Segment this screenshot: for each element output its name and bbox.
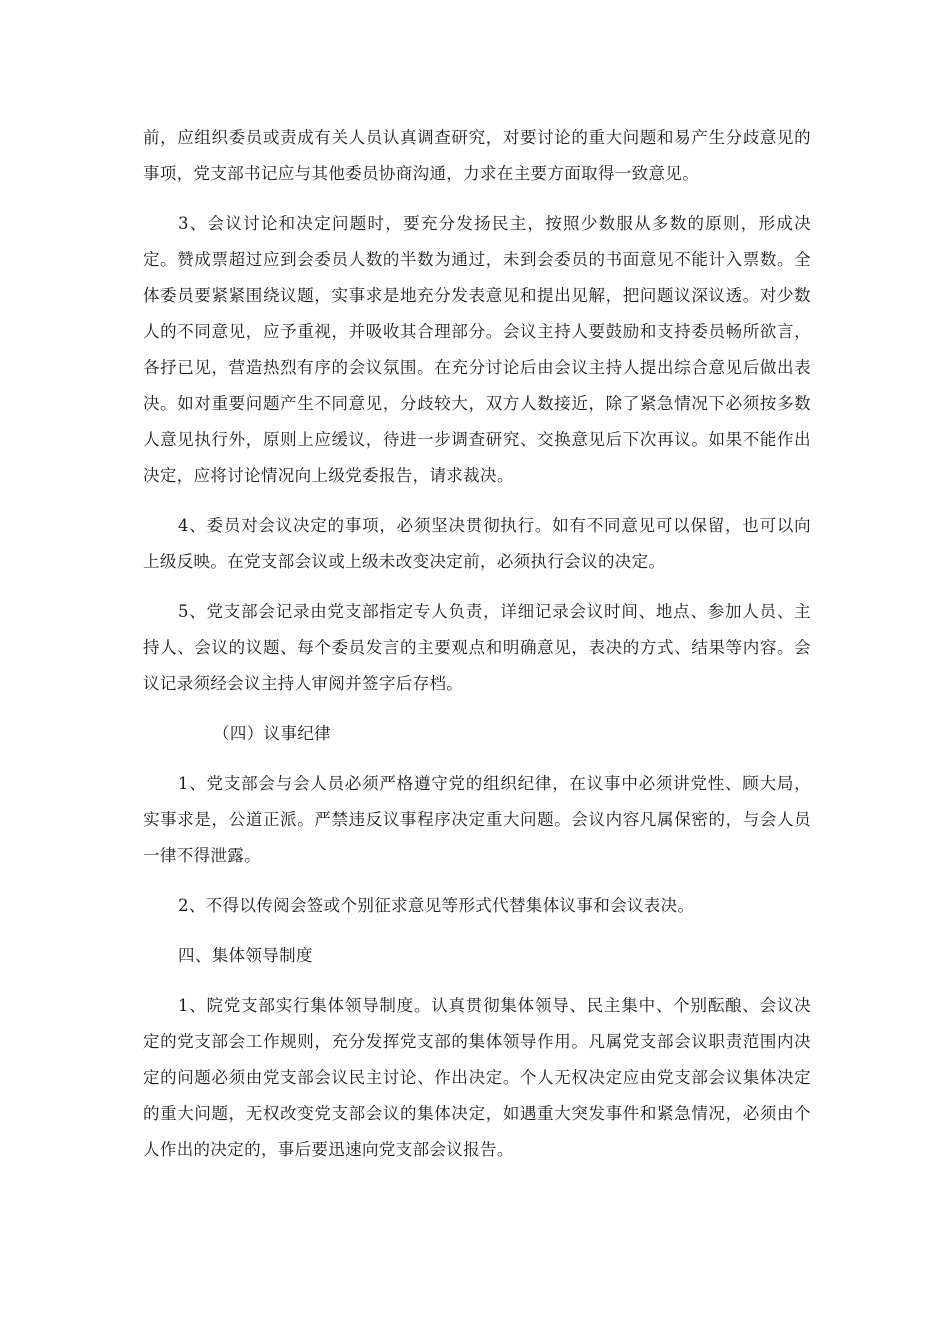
paragraph-leadership-1: 1、院党支部实行集体领导制度。认真贯彻集体领导、民主集中、个别酝酿、会议决定的党支部会工作规则，充分发挥党支部的集体领导作用。凡属党支部会议职责范围内决定的问题必须由党支部会议民主讨论、作出决定。个人无权决定应由党支部会议集体决定的重大问题，无权改变党支部会议的集体决定，如遇重大突发事件和紧急情况，必须由个人作出的决定的，事后要迅速向党支部会议报告。 (143, 996, 811, 1159)
paragraph-gap (143, 974, 811, 988)
paragraph-gap (143, 752, 811, 766)
paragraph-gap (143, 702, 811, 716)
paragraph-gap (143, 874, 811, 888)
paragraph-discipline-1: 1、党支部会与会人员必须严格遵守党的组织纪律，在议事中必须讲党性、顾大局，实事求是，公道正派。严禁违反议事程序决定重大问题。会议内容凡属保密的，与会人员一律不得泄露。 (143, 774, 811, 865)
paragraph-continuation: 前，应组织委员或责成有关人员认真调查研究，对要讨论的重大问题和易产生分歧意见的事项，党支部书记应与其他委员协商沟通，力求在主要方面取得一致意见。 (143, 128, 811, 183)
paragraph-item-3: 3、会议讨论和决定问题时，要充分发扬民主，按照少数服从多数的原则，形成决定。赞成票超过应到会委员人数的半数为通过，未到会委员的书面意见不能计入票数。全体委员要紧紧围绕议题，实事求是地充分发表意见和提出见解，把问题议深议透。对少数人的不同意见，应予重视，并吸收其合理部分。会议主持人要鼓励和支持委员畅所欲言，各抒已见，营造热烈有序的会议氛围。在充分讨论后由会议主持人提出综合意见后做出表决。如对重要问题产生不同意见，分歧较大，双方人数接近，除了紧急情况下必须按多数人意见执行外，原则上应缓议，待进一步调查研究、交换意见后下次再议。如果不能作出决定，应将讨论情况向上级党委报告，请求裁决。 (143, 214, 811, 485)
section-heading-collective-leadership: 四、集体领导制度 (178, 946, 313, 965)
paragraph-item-4: 4、委员对会议决定的事项，必须坚决贯彻执行。如有不同意见可以保留，也可以向上级反映。在党支部会议或上级未改变决定前，必须执行会议的决定。 (143, 516, 811, 571)
paragraph-gap (143, 924, 811, 938)
section-subheading-discipline: （四）议事纪律 (213, 724, 331, 743)
paragraph-gap (143, 494, 811, 508)
paragraph-gap (143, 580, 811, 594)
paragraph-discipline-2: 2、不得以传阅会签或个别征求意见等形式代替集体议事和会议表决。 (178, 896, 695, 915)
document-body (143, 120, 811, 1168)
paragraph-item-5: 5、党支部会记录由党支部指定专人负责，详细记录会议时间、地点、参加人员、主持人、会议的议题、每个委员发言的主要观点和明确意见，表决的方式、结果等内容。会议记录须经会议主持人审阅并签字后存档。 (143, 602, 811, 693)
paragraph-gap (143, 192, 811, 206)
